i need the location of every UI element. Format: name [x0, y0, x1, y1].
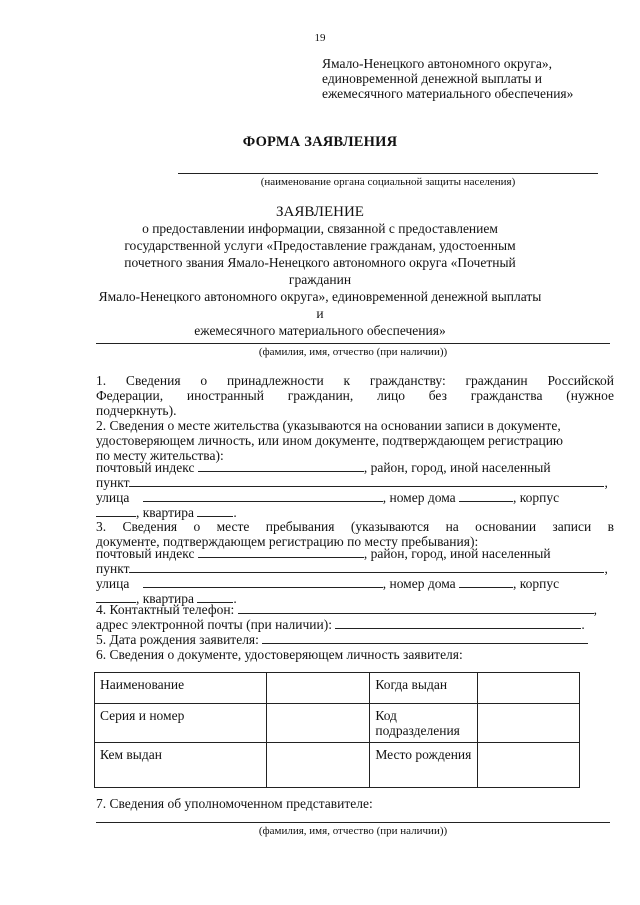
representative-fio-caption: (фамилия, имя, отчество (при наличии)) [258, 825, 448, 837]
stay-street-row [96, 576, 614, 591]
flat-label: , квартира [136, 505, 194, 520]
district-label: , район, город, иной населенный [363, 460, 551, 475]
id-document-table [94, 672, 580, 788]
organ-name-line [178, 173, 598, 174]
table-label-cell: Наименование [95, 673, 267, 704]
table-value-cell[interactable] [266, 673, 370, 704]
subject-line: государственной услуги «Предоставление гражданам, удостоенным [124, 238, 516, 253]
district-label: , район, город, иной населенный [363, 546, 551, 561]
table-row [95, 673, 580, 704]
korpus-label: , корпус [513, 490, 560, 505]
organ-caption: (наименование органа социальной защиты населения) [260, 176, 516, 188]
table-value-cell[interactable] [478, 743, 580, 788]
house-label: , номер дома [382, 490, 456, 505]
form-title: ФОРМА ЗАЯВЛЕНИЯ [242, 134, 398, 150]
postal-label: почтовый индекс [96, 546, 195, 561]
header-line: ежемесячного материального обеспечения» [322, 86, 574, 101]
table-label-cell: Серия и номер [95, 704, 267, 743]
phone-field[interactable] [238, 602, 594, 614]
phone-row: 4. Контактный телефон: , [96, 602, 598, 617]
house-label: , номер дома [382, 576, 456, 591]
flat-label: , квартира [136, 591, 194, 606]
street-field[interactable] [143, 490, 383, 502]
settlement-field[interactable] [129, 475, 604, 487]
street-label: улица [96, 576, 130, 591]
subject-line: ежемесячного материального обеспечения» [194, 323, 446, 338]
postal-label: почтовый индекс [96, 460, 195, 475]
section7-heading: 7. Сведения об уполномоченном представителе: [96, 796, 373, 811]
phone-label: 4. Контактный телефон: [96, 602, 235, 617]
applicant-fio-caption: (фамилия, имя, отчество (при наличии)) [258, 346, 448, 358]
page-number: 19 [314, 32, 326, 44]
section1-line: Федерации, иностранный гражданин, лицо без гражданства (нужное [96, 388, 614, 403]
table-value-cell[interactable] [266, 704, 370, 743]
table-row [95, 743, 580, 788]
residence-postal-row [96, 460, 614, 475]
punkt-label: пункт [96, 475, 130, 490]
street-label: улица [96, 490, 130, 505]
table-label-cell: Код подразделения [370, 704, 478, 743]
stay-settlement-field[interactable] [129, 561, 604, 573]
header-line: Ямало-Ненецкого автономного округа», [322, 56, 553, 71]
section1-line: подчеркнуть). [96, 403, 177, 418]
residence-punkt-row: пункт , [96, 475, 608, 490]
postal-code-field[interactable] [198, 460, 364, 472]
subject-line: Ямало-Ненецкого автономного округа», единовременной денежной выплаты и [98, 289, 542, 321]
stay-postal-row [96, 546, 614, 561]
table-label-cell: Кем выдан [95, 743, 267, 788]
stay-postal-code-field[interactable] [198, 546, 364, 558]
residence-street-row [96, 490, 614, 505]
stay-flat-row: , квартира . [96, 591, 614, 606]
house-field[interactable] [459, 490, 513, 502]
table-label-cell: Когда выдан [370, 673, 478, 704]
korpus-label: , корпус [513, 576, 560, 591]
representative-fio-line [96, 822, 610, 823]
section3-line: документе, подтверждающем регистрацию по месту пребывания): [96, 534, 479, 549]
email-row: адрес электронной почты (при наличии): . [96, 617, 585, 632]
flat-field[interactable] [197, 505, 233, 517]
table-value-cell[interactable] [266, 743, 370, 788]
section2-line: 2. Сведения о месте жительства (указываются на основании записи в документе, [96, 418, 561, 433]
section3-line: 3. Сведения о месте пребывания (указываются на основании записи в [96, 519, 614, 534]
header-block [322, 56, 622, 101]
punkt-label: пункт [96, 561, 130, 576]
document-title: ЗАЯВЛЕНИЕ [276, 204, 364, 220]
section2-line: удостоверяющем личность, или ином документе, подтверждающем регистрацию [96, 433, 564, 448]
header-line: единовременной денежной выплаты и [322, 71, 542, 86]
section6-heading: 6. Сведения о документе, удостоверяющем личность заявителя: [96, 647, 463, 662]
birthdate-field[interactable] [262, 632, 588, 644]
table-row [95, 704, 580, 743]
table-value-cell[interactable] [478, 704, 580, 743]
section1-line: 1. Сведения о принадлежности к гражданству: гражданин Российской [96, 373, 614, 388]
stay-punkt-row: пункт , [96, 561, 608, 576]
table-label-cell: Место рождения [370, 743, 478, 788]
birthdate-label: 5. Дата рождения заявителя: [96, 632, 259, 647]
email-field[interactable] [335, 617, 581, 629]
stay-street-field[interactable] [143, 576, 383, 588]
subject-line: о предоставлении информации, связанной с предоставлением [142, 221, 498, 236]
document-subject [96, 220, 544, 339]
section2-line: по месту жительства): [96, 448, 224, 463]
birthdate-row [96, 632, 614, 647]
stay-house-field[interactable] [459, 576, 513, 588]
korpus-field[interactable] [96, 505, 136, 517]
email-label: адрес электронной почты (при наличии): [96, 617, 332, 632]
applicant-fio-line [96, 343, 610, 344]
residence-flat-row: , квартира . [96, 505, 614, 520]
table-value-cell[interactable] [478, 673, 580, 704]
subject-line: почетного звания Ямало-Ненецкого автономного округа «Почетный гражданин [124, 255, 516, 287]
